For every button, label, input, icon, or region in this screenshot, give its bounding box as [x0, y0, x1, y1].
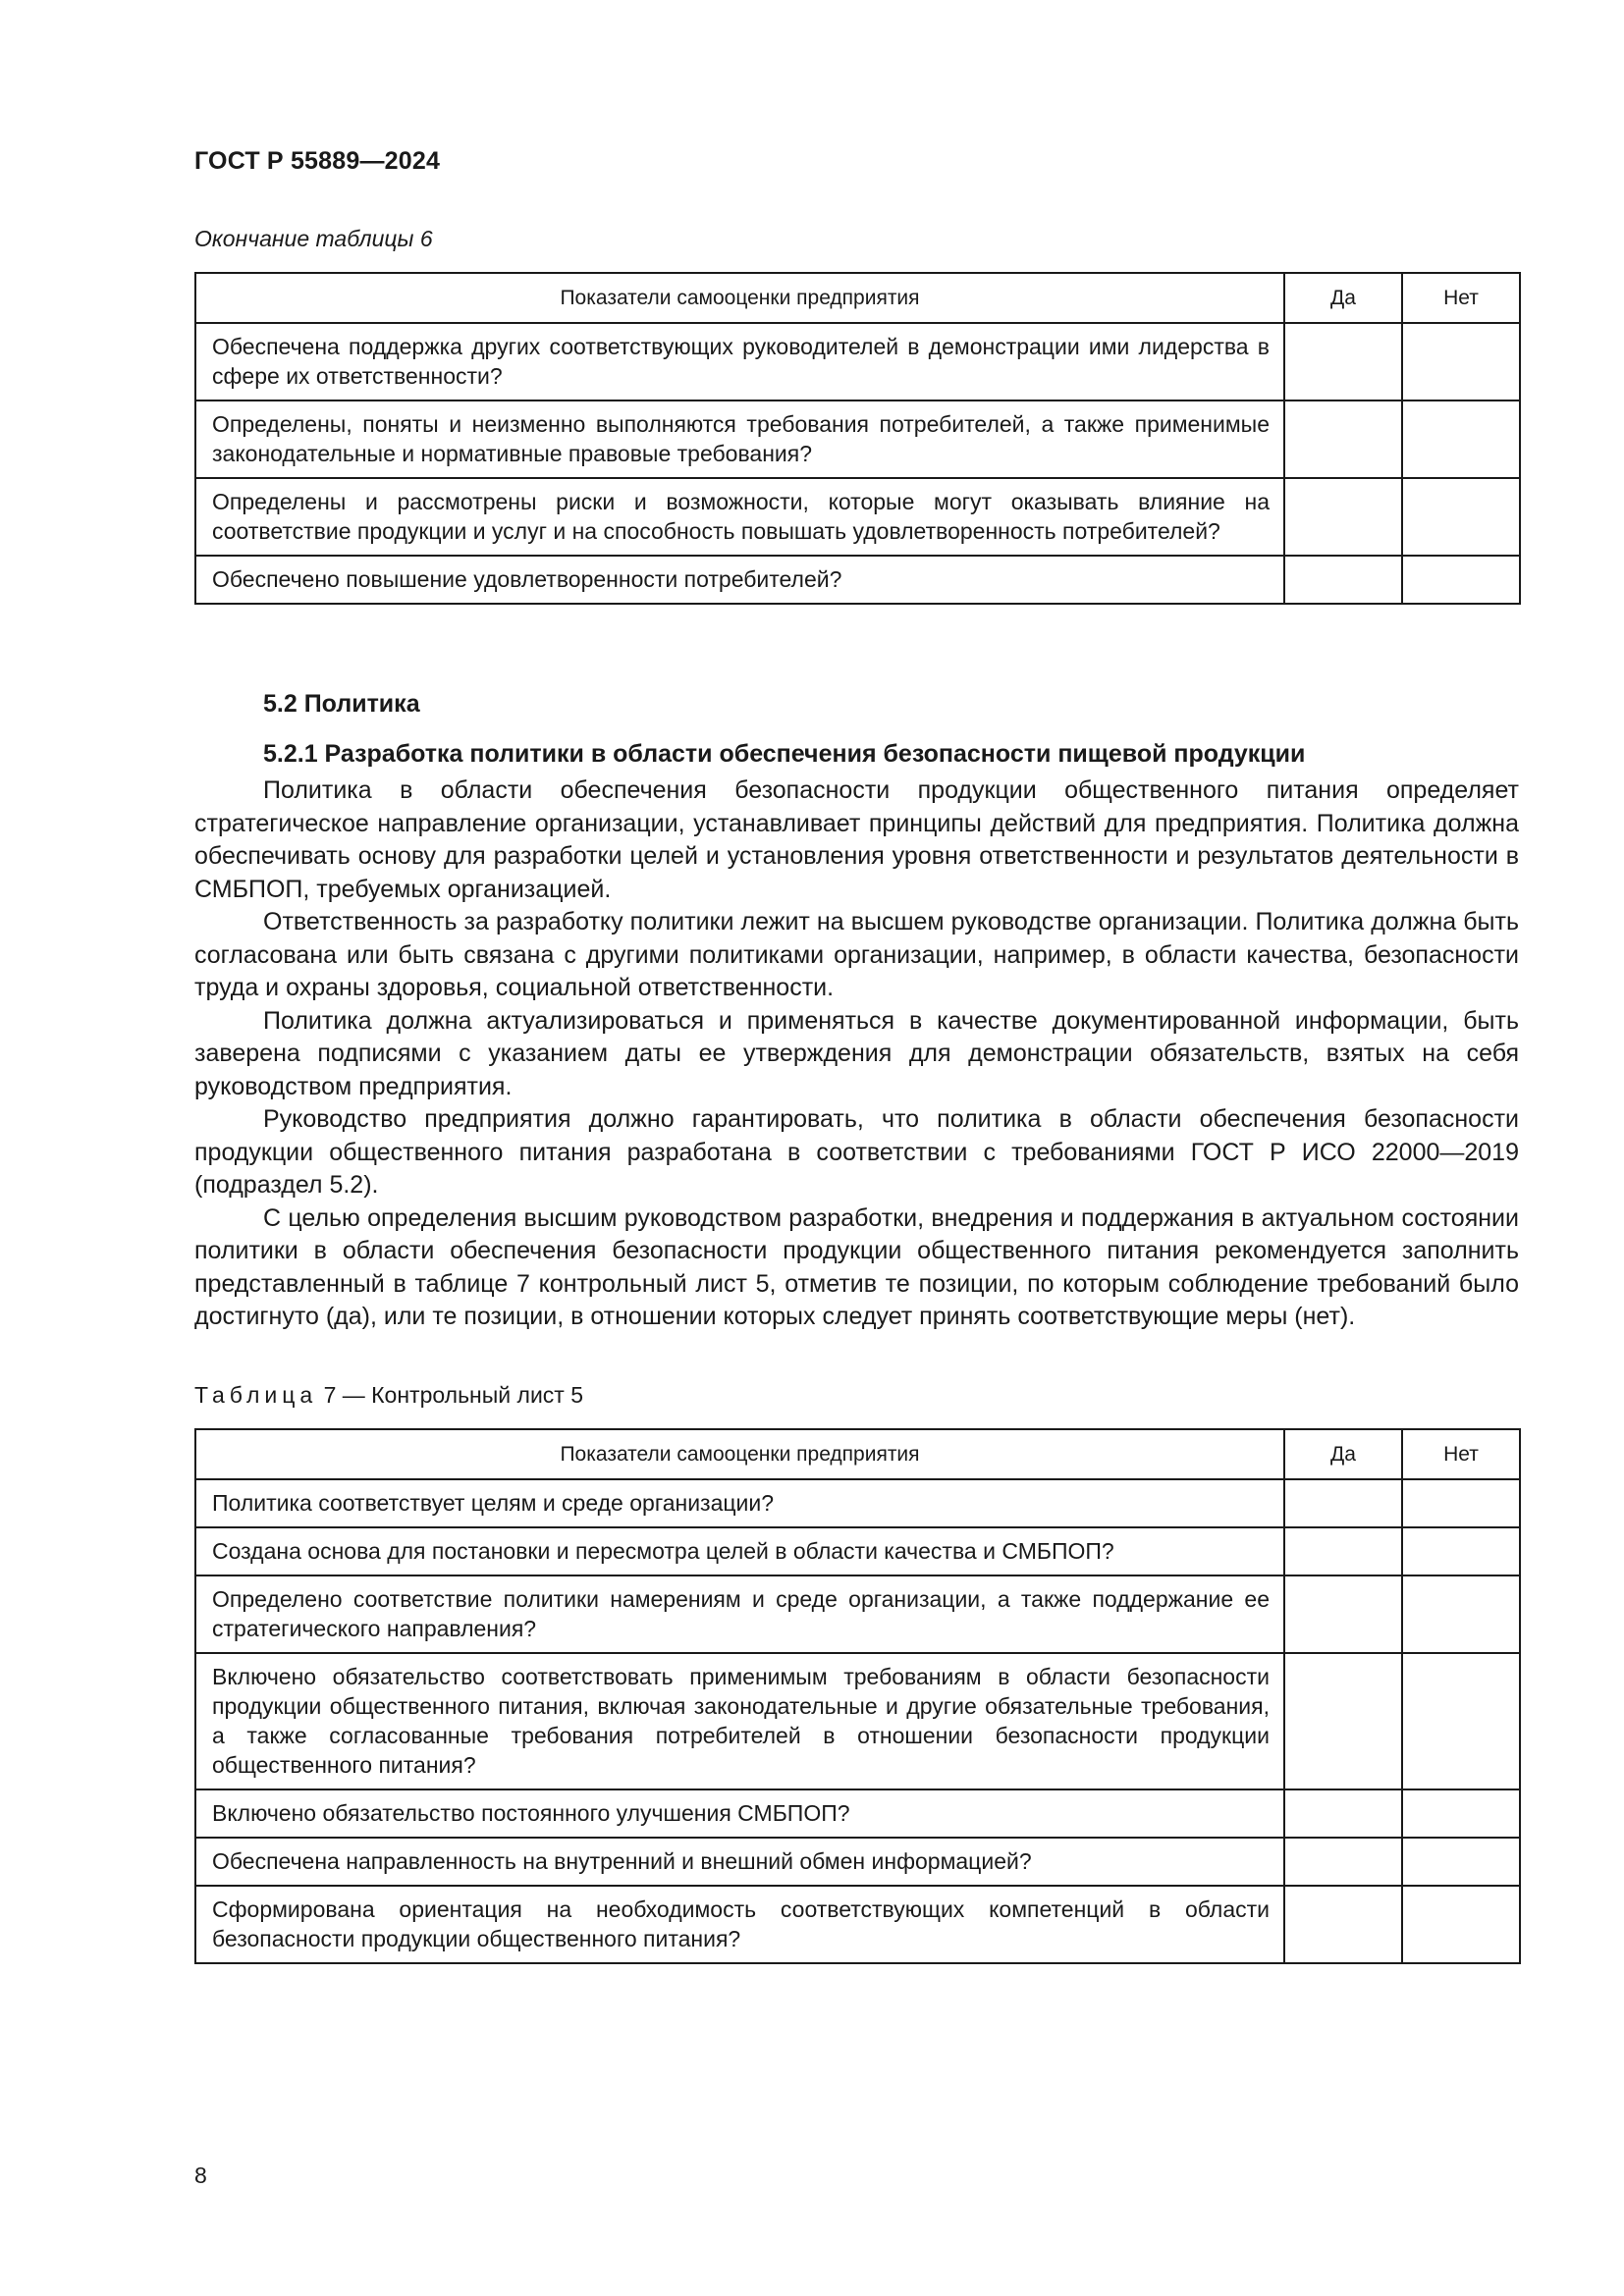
- no-checkbox-cell[interactable]: [1402, 1789, 1520, 1838]
- question-cell: Сформирована ориентация на необходимость соответствующих компетенций в области безопасности продукции общественного питания?: [195, 1886, 1284, 1963]
- column-header-yes: Да: [1284, 273, 1402, 323]
- question-cell: Обеспечена направленность на внутренний и внешний обмен информацией?: [195, 1838, 1284, 1886]
- paragraph: Политика в области обеспечения безопасности продукции общественного питания определяет стратегическое направление организации, устанавливает принципы действий для предприятия. Политика должна обеспечивать основу для разработки целей и установления уровня ответственности и результатов деятельности в СМБПОП, требуемых организацией.: [194, 776, 1519, 903]
- column-header-indicators: Показатели самооценки предприятия: [195, 1429, 1284, 1479]
- column-header-yes: Да: [1284, 1429, 1402, 1479]
- yes-checkbox-cell[interactable]: [1284, 1527, 1402, 1575]
- table7-caption-text: 7 — Контрольный лист 5: [323, 1382, 584, 1408]
- table-row: [195, 1575, 1520, 1653]
- paragraph: Политика должна актуализироваться и применяться в качестве документированной информации, быть заверена подписями с указанием даты ее утверждения для демонстрации обязательств, взятых на себя руководством предприятия.: [194, 1006, 1519, 1100]
- table-row: [195, 400, 1520, 478]
- column-header-no: Нет: [1402, 1429, 1520, 1479]
- yes-checkbox-cell[interactable]: [1284, 556, 1402, 604]
- yes-checkbox-cell[interactable]: [1284, 1886, 1402, 1963]
- yes-checkbox-cell[interactable]: [1284, 1575, 1402, 1653]
- yes-checkbox-cell[interactable]: [1284, 1653, 1402, 1789]
- question-cell: Включено обязательство соответствовать применимым требованиям в области безопасности продукции общественного питания, включая законодательные и другие обязательные требования, а также согласованные требования потребителей в отношении безопасности продукции общественного питания?: [195, 1653, 1284, 1789]
- yes-checkbox-cell[interactable]: [1284, 1479, 1402, 1527]
- section-body: [194, 774, 1519, 1334]
- question-cell: Создана основа для постановки и пересмотра целей в области качества и СМБПОП?: [195, 1527, 1284, 1575]
- question-cell: Определено соответствие политики намерениям и среде организации, а также поддержание ее стратегического направления?: [195, 1575, 1284, 1653]
- question-cell: Обеспечено повышение удовлетворенности потребителей?: [195, 556, 1284, 604]
- table-row: [195, 1527, 1520, 1575]
- section-title: 5.2 Политика: [263, 690, 420, 718]
- no-checkbox-cell[interactable]: [1402, 1527, 1520, 1575]
- checklist-table-7: [194, 1428, 1521, 1964]
- table6-caption: Окончание таблицы 6: [194, 226, 433, 251]
- question-cell: Политика соответствует целям и среде организации?: [195, 1479, 1284, 1527]
- subsection-title: 5.2.1 Разработка политики в области обеспечения безопасности пищевой продукции: [263, 740, 1306, 768]
- paragraph: Руководство предприятия должно гарантировать, что политика в области обеспечения безопасности продукции общественного питания разработана в соответствии с требованиями ГОСТ Р ИСО 22000—2019 (подраздел 5.2).: [194, 1105, 1519, 1199]
- table-row: [195, 1838, 1520, 1886]
- document-code: ГОСТ Р 55889—2024: [194, 147, 441, 175]
- yes-checkbox-cell[interactable]: [1284, 400, 1402, 478]
- checklist-table-6: [194, 272, 1521, 605]
- question-cell: Определены и рассмотрены риски и возможности, которые могут оказывать влияние на соответствие продукции и услуг и на способность повышать удовлетворенность потребителей?: [195, 478, 1284, 556]
- no-checkbox-cell[interactable]: [1402, 1575, 1520, 1653]
- table-row: [195, 1789, 1520, 1838]
- no-checkbox-cell[interactable]: [1402, 1479, 1520, 1527]
- table-row: [195, 556, 1520, 604]
- column-header-indicators: Показатели самооценки предприятия: [195, 273, 1284, 323]
- table-row: [195, 1479, 1520, 1527]
- no-checkbox-cell[interactable]: [1402, 323, 1520, 400]
- table7-caption-label: Таблица: [194, 1382, 318, 1408]
- no-checkbox-cell[interactable]: [1402, 1886, 1520, 1963]
- no-checkbox-cell[interactable]: [1402, 1838, 1520, 1886]
- page-number: 8: [194, 2163, 207, 2188]
- column-header-no: Нет: [1402, 273, 1520, 323]
- paragraph: Ответственность за разработку политики лежит на высшем руководстве организации. Политика должна быть согласована или быть связана с другими политиками организации, например, в области качества, безопасности труда и охраны здоровья, социальной ответственности.: [194, 908, 1519, 1001]
- question-cell: Включено обязательство постоянного улучшения СМБПОП?: [195, 1789, 1284, 1838]
- no-checkbox-cell[interactable]: [1402, 400, 1520, 478]
- question-cell: Обеспечена поддержка других соответствующих руководителей в демонстрации ими лидерства в сфере их ответственности?: [195, 323, 1284, 400]
- yes-checkbox-cell[interactable]: [1284, 323, 1402, 400]
- no-checkbox-cell[interactable]: [1402, 1653, 1520, 1789]
- yes-checkbox-cell[interactable]: [1284, 478, 1402, 556]
- table-row: [195, 478, 1520, 556]
- no-checkbox-cell[interactable]: [1402, 478, 1520, 556]
- table7-caption: [194, 1382, 583, 1409]
- yes-checkbox-cell[interactable]: [1284, 1838, 1402, 1886]
- table-header-row: [195, 1429, 1520, 1479]
- table-row: [195, 1886, 1520, 1963]
- table-row: [195, 323, 1520, 400]
- table-header-row: [195, 273, 1520, 323]
- paragraph: С целью определения высшим руководством разработки, внедрения и поддержания в актуальном состоянии политики в области обеспечения безопасности продукции общественного питания рекомендуется заполнить представленный в таблице 7 контрольный лист 5, отметив те позиции, по которым соблюдение требований было достигнуто (да), или те позиции, в отношении которых следует принять соответствующие меры (нет).: [194, 1203, 1519, 1330]
- no-checkbox-cell[interactable]: [1402, 556, 1520, 604]
- question-cell: Определены, поняты и неизменно выполняются требования потребителей, а также применимые законодательные и нормативные правовые требования?: [195, 400, 1284, 478]
- table-row: [195, 1653, 1520, 1789]
- yes-checkbox-cell[interactable]: [1284, 1789, 1402, 1838]
